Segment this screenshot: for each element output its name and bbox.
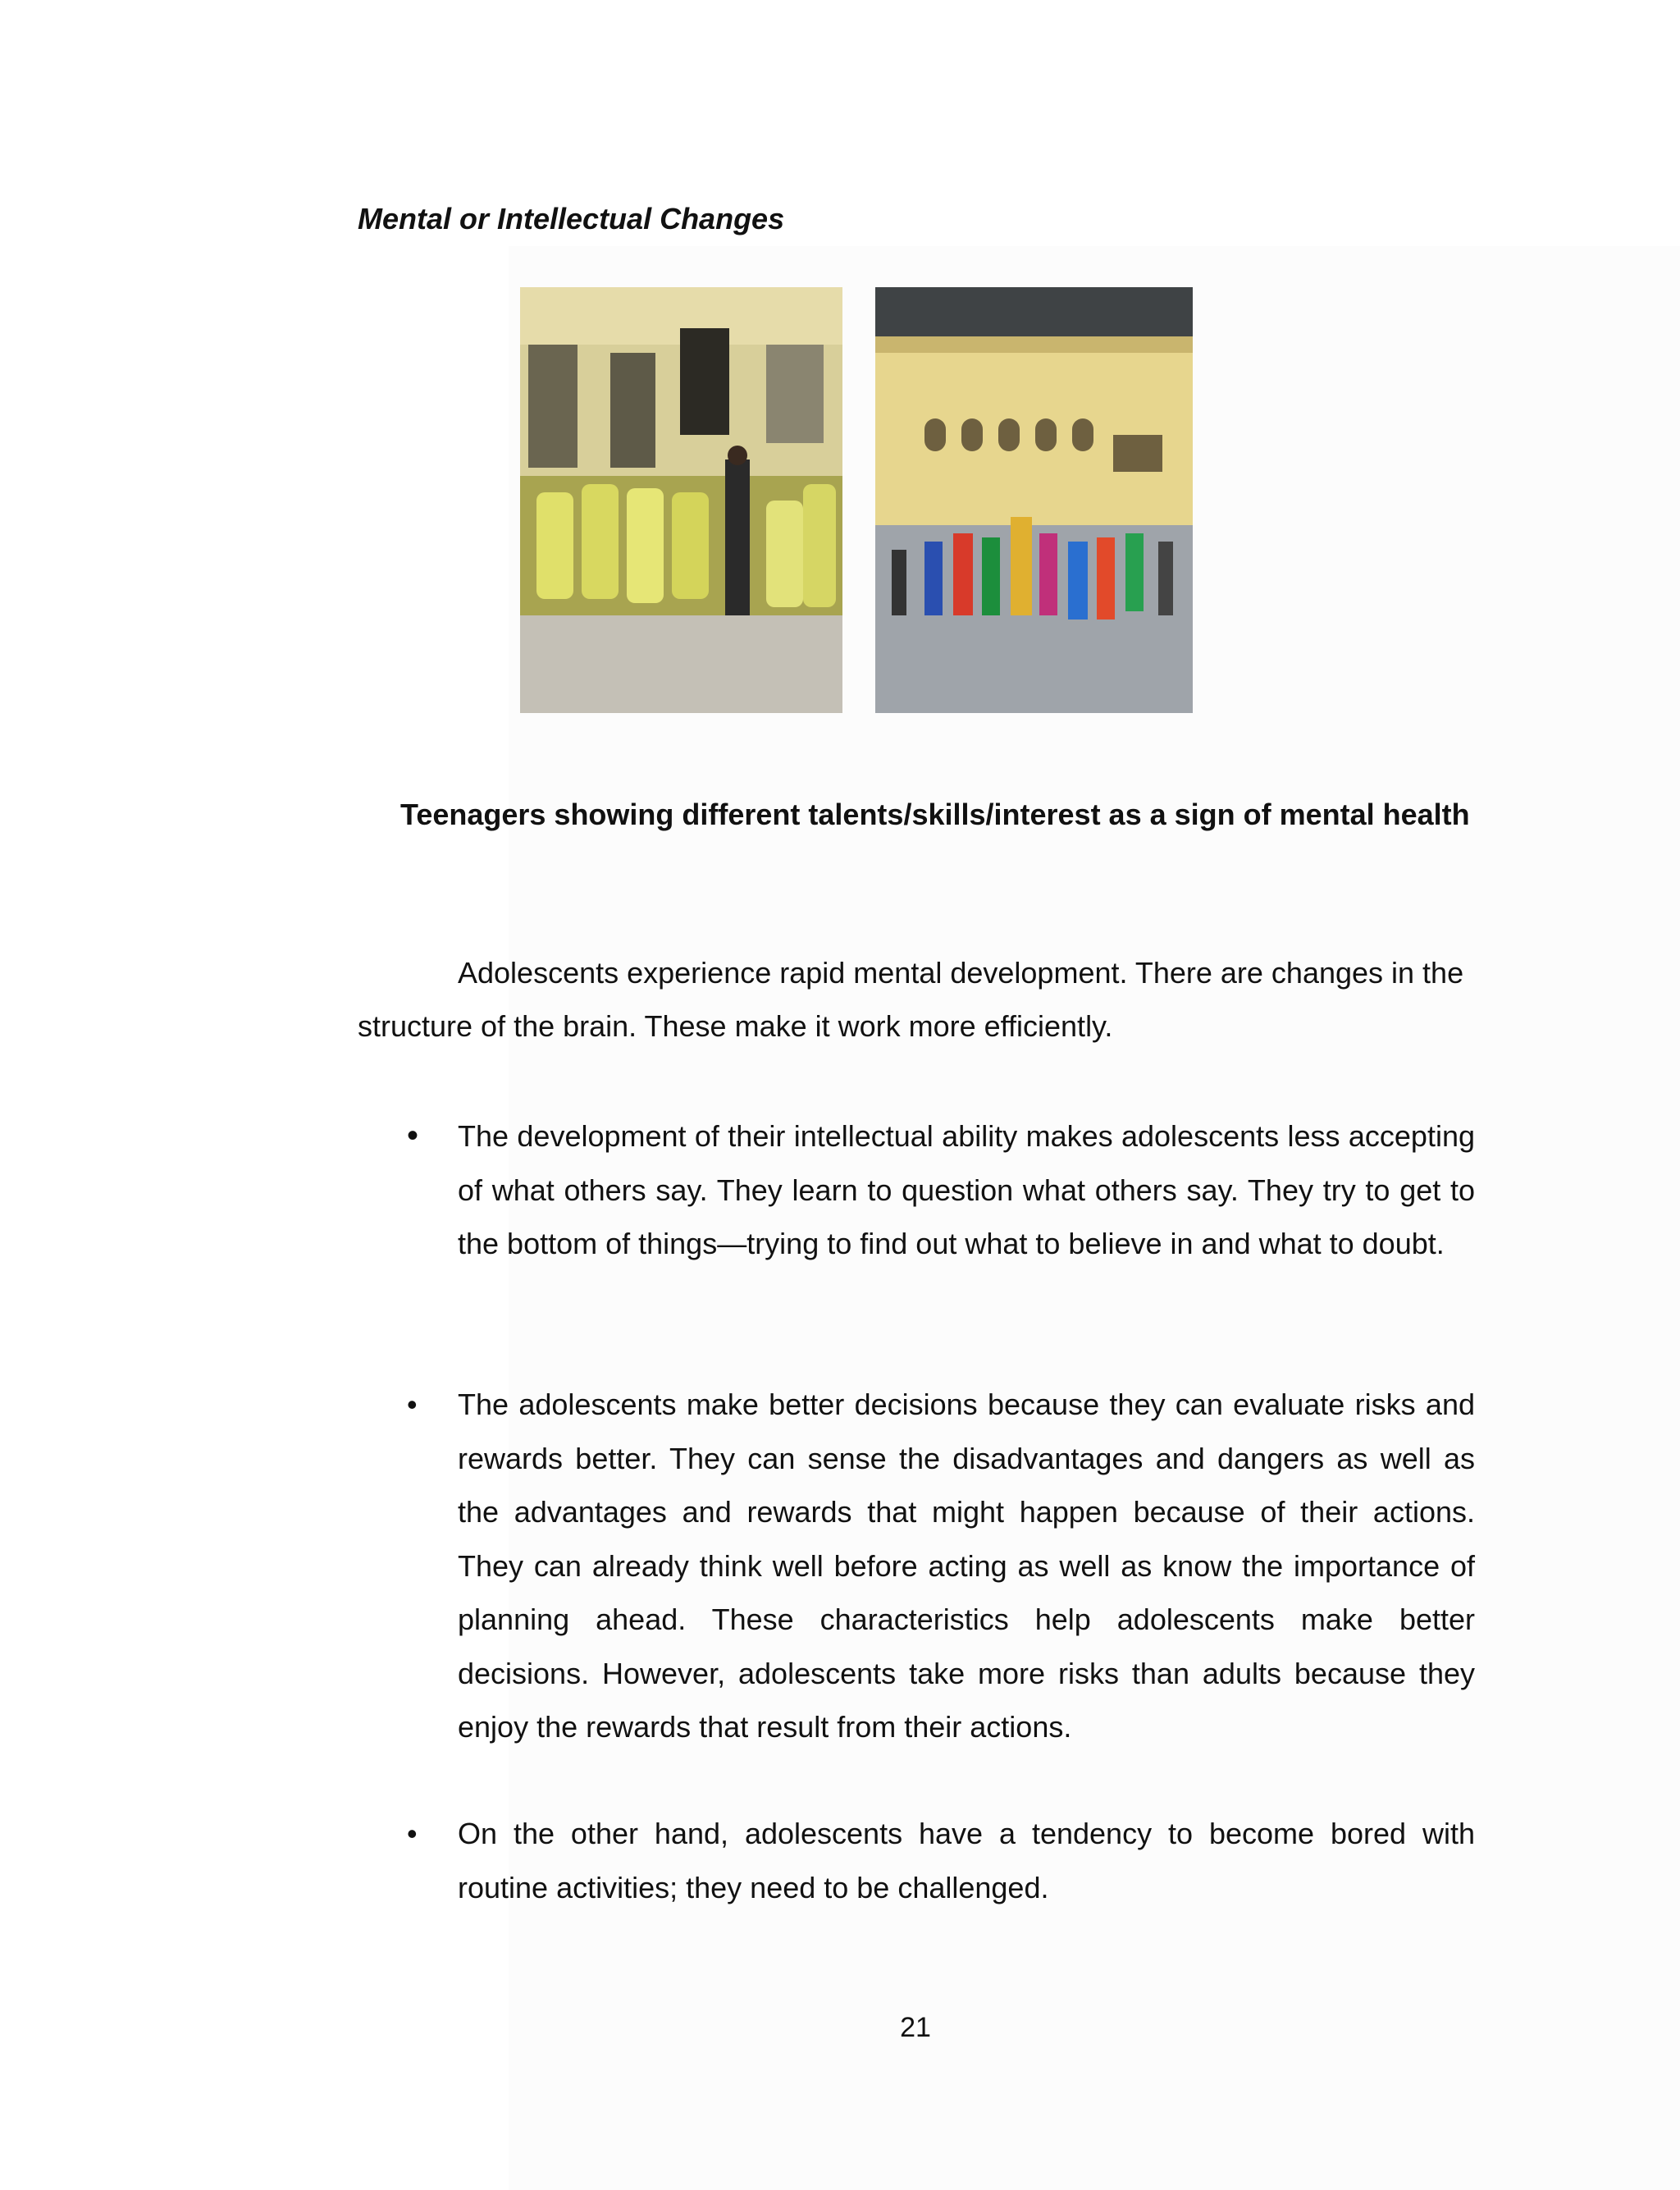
bullet-icon: • bbox=[407, 1817, 418, 1850]
bullet-icon: • bbox=[407, 1118, 419, 1154]
section-heading: Mental or Intellectual Changes bbox=[358, 202, 785, 235]
list-item-text: The development of their intellectual ability makes adolescents less accepting of what others say. They learn to question what others say. They try to get to the bottom of things—trying to find out what to believe in and what to doubt. bbox=[458, 1119, 1475, 1260]
list-item bbox=[358, 1378, 1475, 1754]
list-item-text: On the other hand, adolescents have a tendency to become bored with routine activities; they need to be challenged. bbox=[458, 1817, 1475, 1904]
list-item-text: The adolescents make better decisions because they can evaluate risks and rewards better. They can sense the disadvantages and dangers as well as the advantages and rewards that might happen because of their actions. They can already think well before acting as well as know the importance of planning ahead. These characteristics help adolescents make better decisions. However, adolescents take more risks than adults because they enjoy the rewards that result from their actions. bbox=[458, 1388, 1475, 1744]
photo-caption: Teenagers showing different talents/skills/interest as a sign of mental health bbox=[400, 798, 1470, 831]
bullet-icon: • bbox=[407, 1388, 418, 1421]
page-number: 21 bbox=[900, 2012, 931, 2043]
list-item bbox=[358, 1109, 1475, 1271]
intro-paragraph: Adolescents experience rapid mental development. There are changes in the structure of the brain. These make it work more efficiently. bbox=[358, 956, 1464, 1043]
music-ensemble-photo bbox=[520, 287, 842, 713]
list-item bbox=[358, 1807, 1475, 1914]
dance-performance-photo bbox=[875, 287, 1193, 713]
